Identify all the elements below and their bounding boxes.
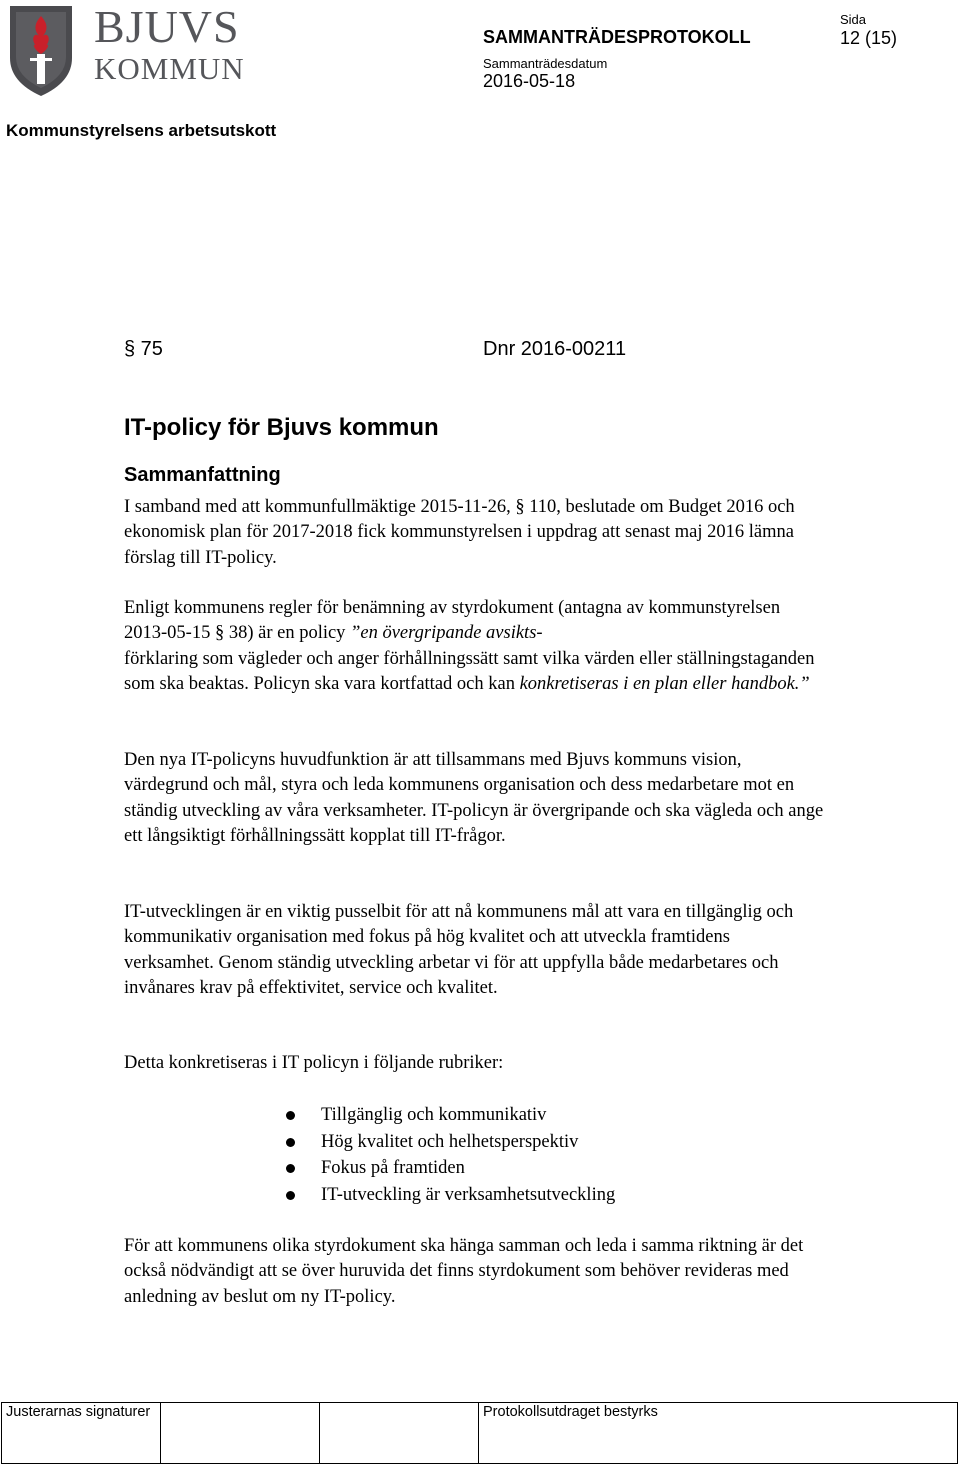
quote-start: ”en övergripande avsikts- <box>350 623 543 644</box>
summary-paragraph-5 <box>124 1051 824 1076</box>
list-item: Fokus på framtiden <box>284 1155 615 1182</box>
page-number: 12 (15) <box>840 28 898 48</box>
signature-box <box>320 1403 479 1464</box>
paragraph-text <box>124 596 824 697</box>
paragraph-text: IT-utvecklingen är en viktig pusselbit för att nå kommunens mål att vara en tillgänglig och kommunikativ organisation med fokus på hög kvalitet och att utveckla framtidens verksamhet. Genom ständig utveckling arbetar vi för att uppfylla både medarbetares och invånares krav på effektivitet, service och kvalitet. <box>124 902 794 998</box>
paragraph-text-part: förklaring som vägleder och anger förhållningssätt samt vilka värden eller ställningstaganden som ska beaktas. Policyn ska vara kortfattad och kan <box>124 648 815 694</box>
signature-box <box>161 1403 320 1464</box>
organization-unit: Kommunstyrelsens arbetsutskott <box>6 121 277 140</box>
registration-number: Dnr 2016-00211 <box>483 338 627 360</box>
quote-end: konkretiseras i en plan eller handbok.” <box>519 673 810 694</box>
page-label: Sida <box>840 12 867 27</box>
summary-paragraph-4 <box>124 900 824 1001</box>
paragraph-text: I samband med att kommunfullmäktige 2015-11-26, § 110, beslutade om Budget 2016 och ekonomisk plan för 2017-2018 fick kommunstyrelsen i uppdrag att senast maj 2016 lämna förslag till IT-policy. <box>124 497 795 568</box>
paragraph-text: För att kommunens olika styrdokument ska hänga samman och leda i samma riktning är det också nödvändigt att se över huruvida det finns styrdokument som behöver revideras med anledning av beslut om ny IT-policy. <box>124 1236 804 1307</box>
summary-paragraph-2 <box>124 596 824 697</box>
logo-wordmark-secondary: KOMMUN <box>94 51 245 86</box>
summary-paragraph-3 <box>124 748 824 849</box>
summary-paragraph-6 <box>124 1234 824 1310</box>
municipality-logo <box>6 2 246 98</box>
meeting-date: 2016-05-18 <box>483 71 576 91</box>
page-title: IT-policy för Bjuvs kommun <box>124 414 439 441</box>
logo-wordmark-primary: BJUVS <box>94 1 240 52</box>
list-item: IT-utveckling är verksamhetsutveckling <box>284 1182 615 1209</box>
paragraph-text: Den nya IT-policyns huvudfunktion är att tillsammans med Bjuvs kommuns vision, värdegrund och mål, styra och leda kommunens organisation och dess medarbetare mot en ständig utveckling av våra verksamheter. IT-policyn är övergripande och ska vägleda och ange ett långsiktigt förhållningssätt kopplat till IT-frågor. <box>124 750 824 846</box>
extract-certification-label: Protokollsutdraget bestyrks <box>479 1403 958 1464</box>
summary-paragraph-1 <box>124 495 824 571</box>
list-item: Tillgänglig och kommunikativ <box>284 1102 615 1129</box>
summary-heading: Sammanfattning <box>124 464 281 486</box>
meeting-date-label: Sammanträdesdatum <box>483 56 608 71</box>
paragraph-number: § 75 <box>124 338 163 360</box>
paragraph-text: Detta konkretiseras i IT policyn i följande rubriker: <box>124 1053 504 1073</box>
signature-footer <box>1 1402 958 1464</box>
paragraph-text-part: Enligt kommunens regler för benämning av styrdokument (antagna av kommunstyrelsen 2013-05-15 § 38) är en policy <box>124 598 781 644</box>
signatures-label: Justerarnas signaturer <box>2 1403 161 1464</box>
list-item: Hög kvalitet och helhetsperspektiv <box>284 1129 615 1156</box>
document-type: SAMMANTRÄDESPROTOKOLL <box>483 27 751 47</box>
coat-of-arms-icon <box>6 2 86 98</box>
policy-headings-list <box>284 1102 615 1209</box>
